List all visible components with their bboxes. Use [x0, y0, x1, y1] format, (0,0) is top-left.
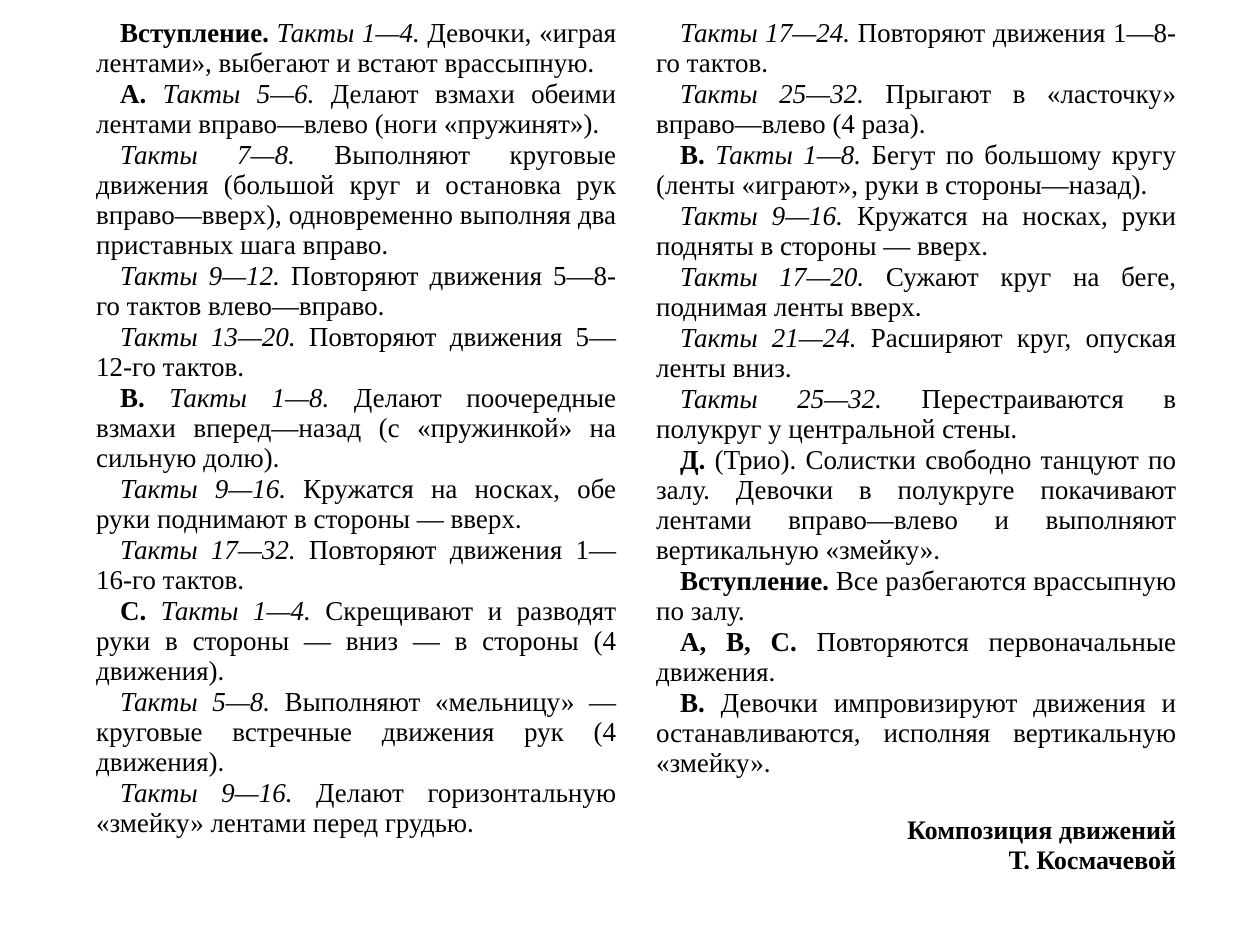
paragraph: [96, 140, 616, 260]
credit-line-1: Композиция движений: [907, 816, 1176, 845]
measure-label: Такты 7—8.: [120, 140, 295, 170]
paragraph-text: Прыгают в «ласточку» вправо—влево (4 раза).: [656, 79, 1177, 139]
paragraph-text: Повторяются первоначальные движения.: [656, 627, 1176, 687]
section-label: В.: [680, 688, 705, 718]
paragraph: [656, 627, 1176, 687]
section-label: В.: [680, 140, 705, 170]
section-label: С.: [120, 596, 147, 626]
measure-label: Такты 13—20.: [120, 322, 296, 352]
section-label: Вступление.: [680, 566, 829, 596]
paragraph: [96, 383, 616, 473]
measure-label: Такты 5—6.: [162, 79, 315, 109]
section-label: В.: [120, 383, 145, 413]
section-label: Вступление.: [120, 18, 269, 48]
paragraph: [96, 79, 616, 139]
paragraph: [656, 323, 1176, 383]
paragraph-text: Делают горизонтальную «змейку» лентами перед грудью.: [96, 778, 617, 838]
paragraph-text: Расширяют круг, опуская ленты вниз.: [656, 323, 1177, 383]
paragraph-text: Все разбегаются врассыпную по залу.: [656, 566, 1177, 626]
measure-label: Такты 9—16.: [120, 778, 293, 808]
section-label: А.: [120, 79, 147, 109]
paragraph-text: Повторяют движения 5—12-го тактов.: [96, 322, 617, 382]
measure-label: Такты 17—32.: [120, 535, 296, 565]
section-label: Д.: [680, 445, 706, 475]
paragraph-text: Кружатся на носках, обе руки поднимают в стороны — вверх.: [96, 474, 617, 534]
right-column: [656, 18, 1176, 876]
measure-label: Такты 17—24.: [680, 18, 850, 48]
paragraph: [656, 140, 1176, 200]
paragraph: [96, 535, 616, 595]
measure-label: Такты 21—24.: [680, 323, 857, 353]
paragraph: [96, 261, 616, 321]
measure-label: Такты 1—4.: [160, 596, 311, 626]
measure-label: Такты 25—32.: [680, 79, 864, 109]
measure-label: Такты 9—16.: [120, 474, 286, 504]
measure-label: Такты 5—8.: [120, 687, 270, 717]
paragraph-text: Девочки, «играя лентами», выбегают и встают врассыпную.: [96, 18, 617, 78]
paragraph: [96, 596, 616, 686]
paragraph-text: Перестраиваются в полукруг у центральной стены.: [656, 384, 1177, 444]
paragraph: [96, 687, 616, 777]
paragraph: [96, 18, 616, 78]
measure-label: Такты 17—20.: [680, 262, 865, 292]
credit-block: [656, 816, 1176, 876]
paragraph-text: Кружатся на носках, руки подняты в стороны — вверх.: [656, 201, 1177, 261]
measure-label: Такты 1—8.: [715, 140, 862, 170]
paragraph-text: Повторяют движения 1—16-го тактов.: [96, 535, 617, 595]
section-label: А, В, С.: [680, 627, 797, 657]
measure-label: Такты 1—8.: [169, 383, 330, 413]
paragraph: [96, 322, 616, 382]
paragraph: [656, 384, 1176, 444]
measure-label: Такты 9—16.: [680, 201, 843, 231]
paragraph-text: Делают поочередные взмахи вперед—назад (с «пружинкой» на сильную долю).: [96, 383, 616, 473]
paragraph-text: (Трио). Солистки свободно танцуют по залу. Девочки в полукруге покачивают лентами вправо—влево и выполняют вертикальную «змейку».: [656, 445, 1176, 565]
paragraph: [656, 262, 1176, 322]
paragraph: [656, 688, 1176, 778]
paragraph: [656, 18, 1176, 78]
paragraph: [96, 474, 616, 534]
paragraph: [656, 79, 1176, 139]
measure-label: Такты 9—12.: [120, 261, 280, 291]
paragraph: [96, 778, 616, 838]
right-column-body: [656, 18, 1176, 778]
paragraph-text: Выполняют круговые движения (большой круг и остановка рук вправо—вверх), одновременно выполняя два приставных шага вправо.: [96, 140, 616, 260]
paragraph-text: Делают взмахи обеими лентами вправо—влево (ноги «пружинят»).: [96, 79, 616, 139]
paragraph-text: Повторяют движения 5—8-го тактов влево—вправо.: [96, 261, 616, 321]
paragraph-text: Выполняют «мельницу» — круговые встречные движения рук (4 движения).: [96, 687, 616, 777]
paragraph: [656, 445, 1176, 565]
left-column: [96, 18, 616, 839]
paragraph-text: Сужают круг на беге, поднимая ленты вверх.: [656, 262, 1176, 322]
paragraph: [656, 566, 1176, 626]
credit-line-2: Т. Космачевой: [1008, 846, 1176, 875]
measure-label: Такты 1—4.: [276, 18, 420, 48]
paragraph-text: Девочки импровизируют движения и останавливаются, исполняя вертикальную «змейку».: [656, 688, 1176, 778]
measure-label: Такты 25—32.: [680, 384, 882, 414]
paragraph-text: Бегут по большому кругу (ленты «играют», руки в стороны—назад).: [656, 140, 1177, 200]
paragraph: [656, 201, 1176, 261]
paragraph-text: Повторяют движения 1—8-го тактов.: [656, 18, 1176, 78]
paragraph-text: Скрещивают и разводят руки в стороны — вниз — в стороны (4 движения).: [96, 596, 617, 686]
